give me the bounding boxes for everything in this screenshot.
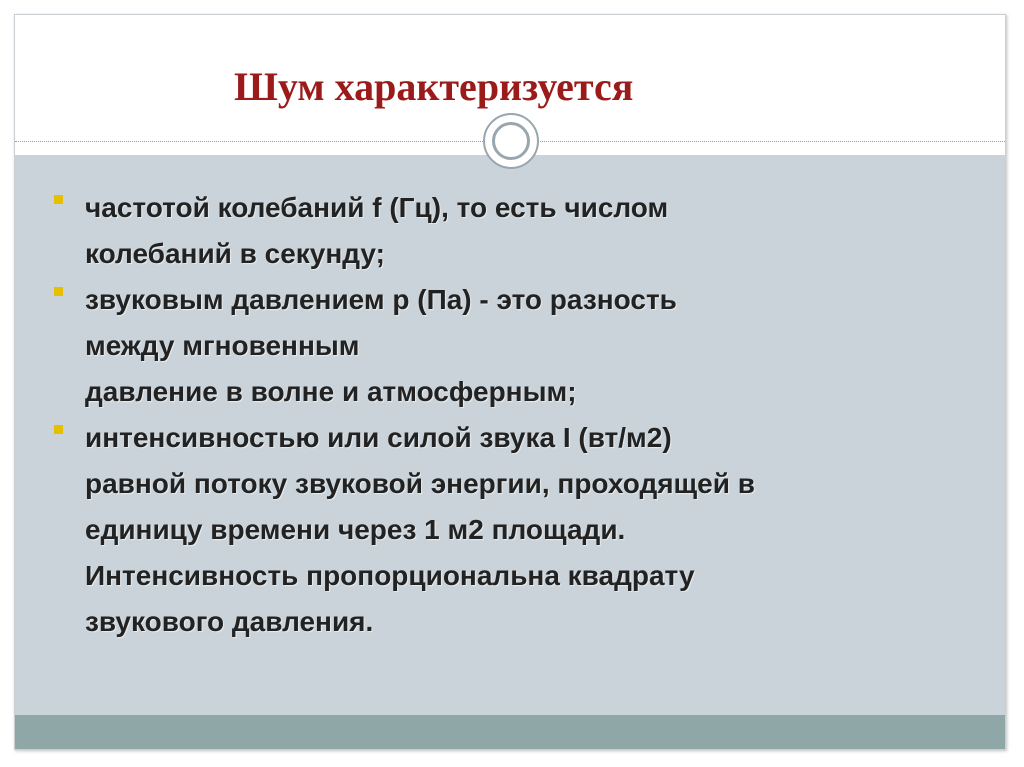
double-circle-ornament-icon	[483, 113, 539, 169]
bullet-line: звукового давления.	[85, 606, 374, 637]
bullet-line: единицу времени через 1 м2 площади.	[85, 514, 626, 545]
square-bullet-icon	[54, 425, 63, 434]
bullet-line: между мгновенным	[85, 330, 360, 361]
bullet-item-pressure	[15, 277, 1006, 415]
footer-band	[15, 715, 1006, 750]
bullet-list	[15, 193, 1006, 653]
ornament-inner-ring	[492, 122, 530, 160]
square-bullet-icon	[54, 195, 63, 204]
bullet-line: Интенсивность пропорциональна квадрату	[85, 560, 695, 591]
bullet-line: частотой колебаний f (Гц), то есть числом	[85, 192, 669, 223]
bullet-line: интенсивностью или силой звука I (вт/м2)	[85, 422, 672, 453]
bullet-line: звуковым давлением р (Па) - это разность	[85, 284, 677, 315]
bullet-item-intensity	[15, 415, 1006, 645]
square-bullet-icon	[54, 287, 63, 296]
slide-frame	[14, 14, 1006, 750]
bullet-item-frequency	[15, 185, 1006, 277]
slide-title: Шум характеризуется	[234, 64, 634, 109]
bullet-line: колебаний в секунду;	[85, 238, 385, 269]
content-area	[15, 155, 1006, 715]
bullet-line: давление в волне и атмосферным;	[85, 376, 577, 407]
bullet-line: равной потоку звуковой энергии, проходящей в	[85, 468, 755, 499]
